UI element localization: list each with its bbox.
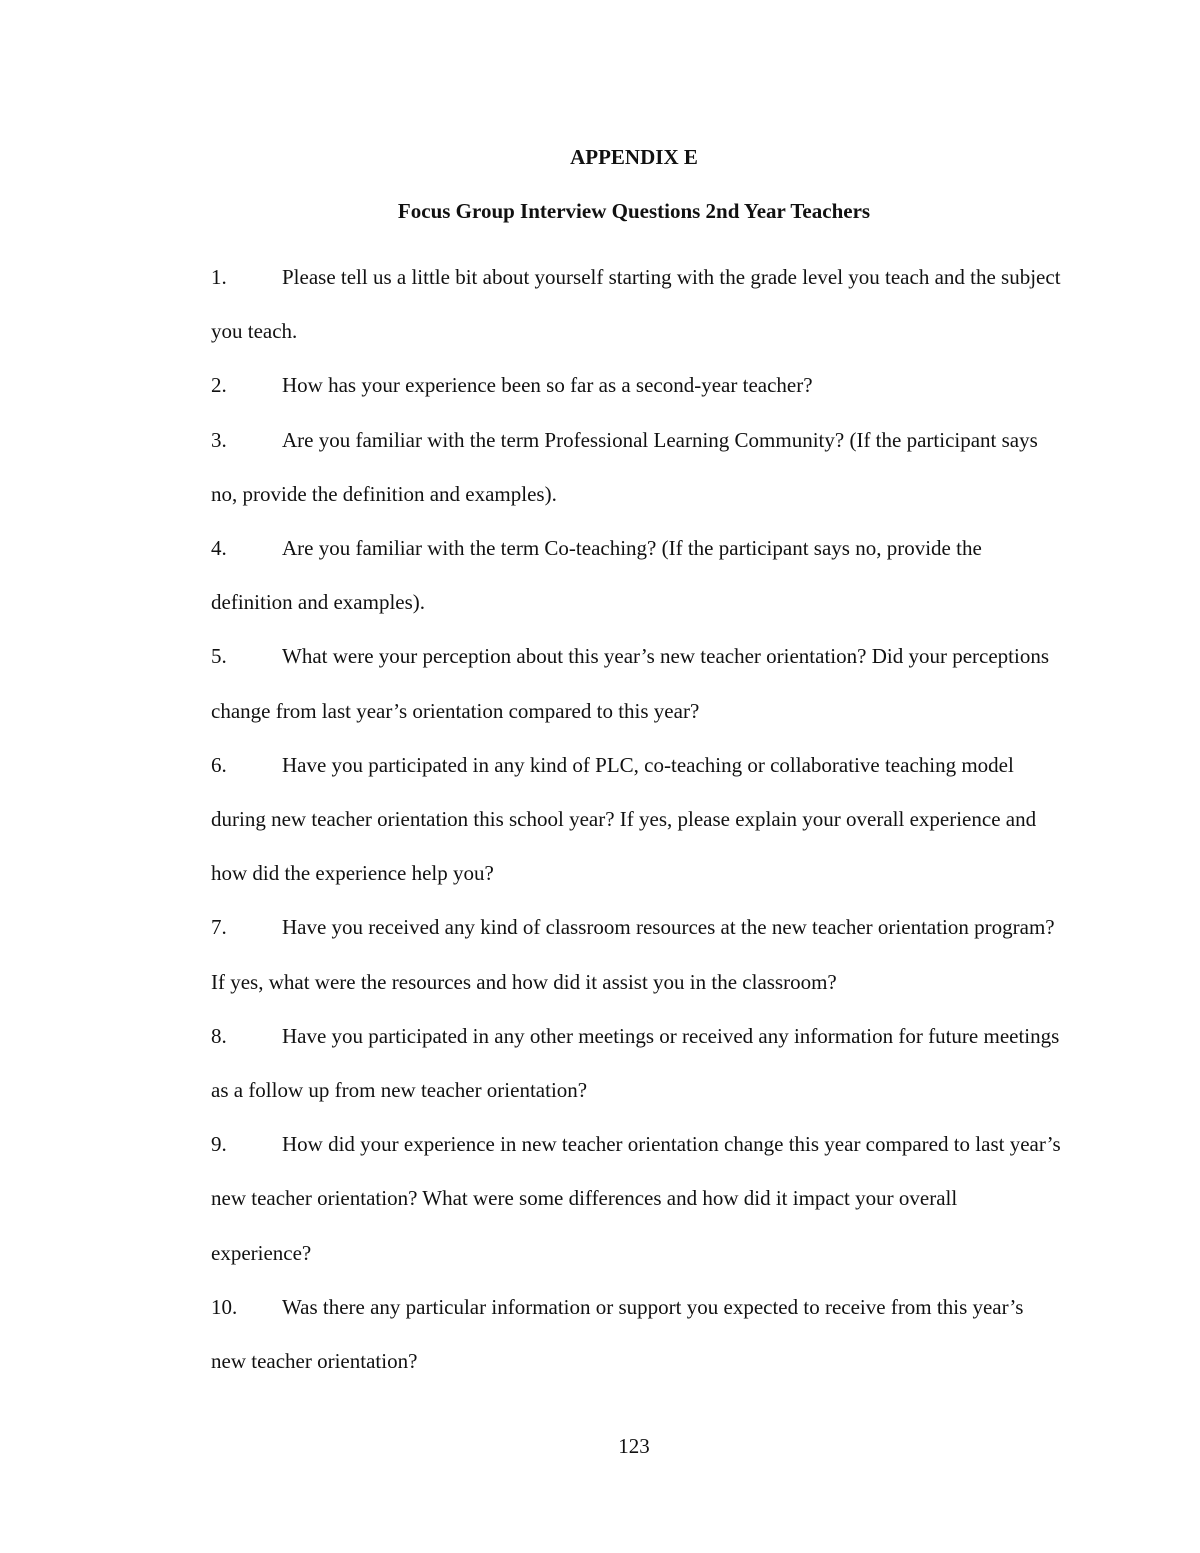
question-text: What were your perception about this year’s new teacher orientation? Did your perceptions change from last year’s orientation compared to this year? [211, 644, 1049, 723]
question-number: 7. [211, 915, 227, 940]
question-number: 10. [211, 1294, 238, 1319]
question-item [211, 358, 1061, 412]
question-item [211, 250, 1061, 358]
question-item [211, 1117, 1061, 1280]
question-list [211, 250, 1061, 1388]
question-item [211, 1280, 1061, 1388]
question-number: 1. [211, 265, 227, 289]
page-number: 123 [618, 1434, 650, 1458]
appendix-title: APPENDIX E [570, 145, 698, 169]
question-text: Was there any particular information or support you expected to receive from this year’s new teacher orientation? [211, 1294, 1024, 1374]
question-item [211, 900, 1061, 1008]
question-item [211, 413, 1061, 521]
question-number: 5. [211, 644, 227, 669]
question-number: 2. [211, 373, 227, 398]
question-number: 4. [211, 536, 227, 561]
document-subtitle: Focus Group Interview Questions 2nd Year Teachers [397, 199, 871, 223]
question-number: 9. [211, 1132, 227, 1157]
question-number: 8. [211, 1023, 227, 1048]
question-number: 3. [211, 427, 227, 452]
question-text: Have you participated in any kind of PLC, co-teaching or collaborative teaching model during new teacher orientation this school year? If yes, please explain your overall experience and how did the experience help you? [211, 752, 1037, 886]
question-item [211, 629, 1061, 737]
question-text: Are you familiar with the term Co-teaching? (If the participant says no, provide the definition and examples). [211, 536, 982, 615]
question-item [211, 1009, 1061, 1117]
question-number: 6. [211, 752, 227, 777]
question-text: Have you participated in any other meetings or received any information for future meetings as a follow up from new teacher orientation? [211, 1023, 1060, 1103]
question-text: How has your experience been so far as a second-year teacher? [282, 373, 813, 398]
question-text: Have you received any kind of classroom resources at the new teacher orientation program? If yes, what were the resources and how did it assist you in the classroom? [211, 915, 1055, 994]
question-text: How did your experience in new teacher orientation change this year compared to last year’s new teacher orientation? What were some differences and how did it impact your overall experience? [211, 1132, 1061, 1265]
question-text: Please tell us a little bit about yourself starting with the grade level you teach and the subject you teach. [211, 265, 1061, 344]
question-item [211, 521, 1061, 629]
question-item [211, 738, 1061, 901]
question-text: Are you familiar with the term Professional Learning Community? (If the participant says no, provide the definition and examples). [211, 427, 1038, 506]
